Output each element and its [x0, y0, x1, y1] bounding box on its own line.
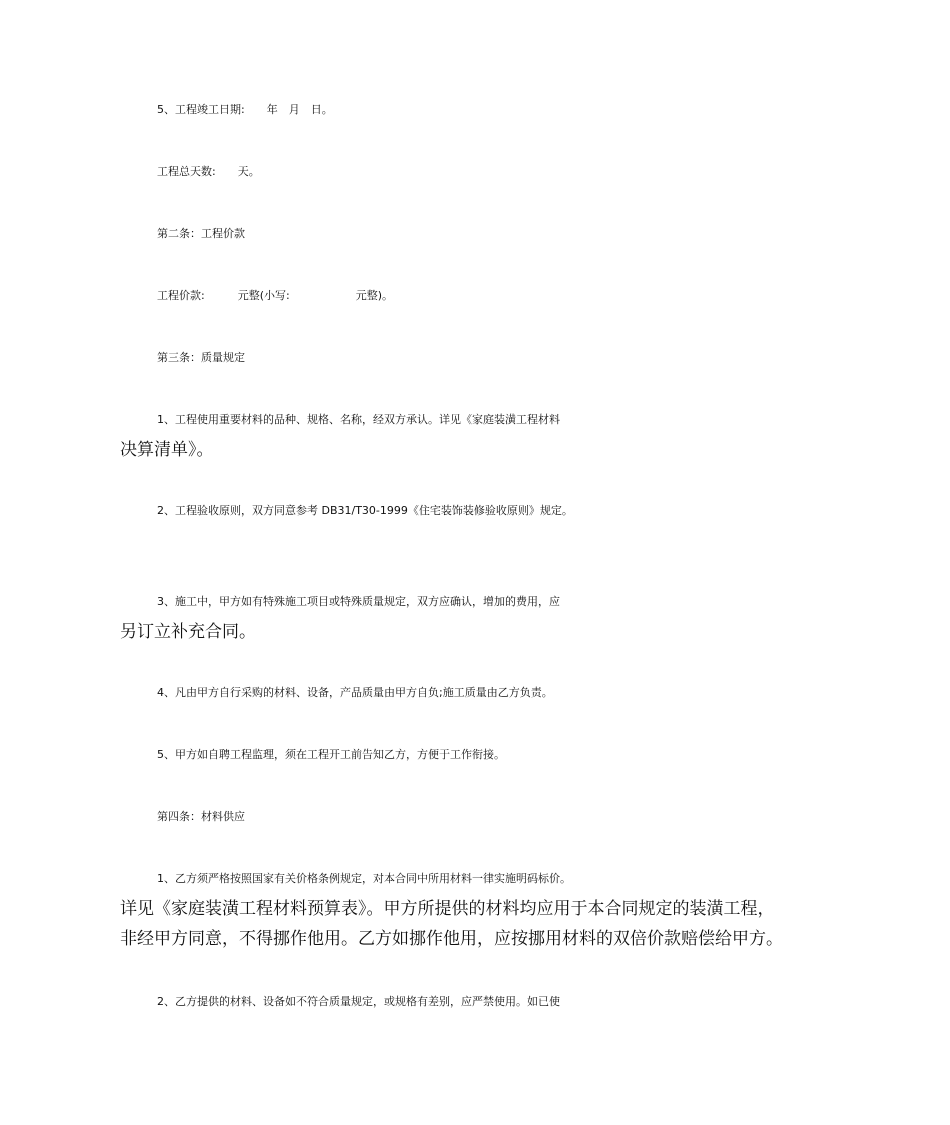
- paragraph-line: 4、凡由甲方自行采购的材料、设备，产品质量由甲方自负;施工质量由乙方负责。: [157, 686, 553, 699]
- paragraph-line: 工程价款: 元整(小写: 元整)。: [157, 289, 393, 302]
- paragraph-line: 3、施工中，甲方如有特殊施工项目或特殊质量规定，双方应确认，增加的费用，应: [157, 595, 560, 608]
- section-heading-text: 第三条：质量规定: [157, 351, 245, 364]
- paragraph-line: 2、乙方提供的材料、设备如不符合质量规定，或规格有差别，应严禁使用。如已使: [157, 995, 560, 1008]
- paragraph-project-price: [120, 281, 840, 311]
- paragraph-line: 1、乙方须严格按照国家有关价格条例规定，对本合同中所用材料一律实施明码标价。: [157, 872, 571, 885]
- paragraph-quality-5: [120, 740, 840, 770]
- paragraph-quality-1: [120, 405, 840, 465]
- paragraph-line: 5、甲方如自聘工程监理，须在工程开工前告知乙方，方便于工作衔接。: [157, 748, 505, 761]
- section-heading-text: 第四条：材料供应: [157, 810, 245, 823]
- paragraph-line: 5、工程竣工日期: 年 月 日。: [157, 103, 333, 116]
- paragraph-line: 2、工程验收原则，双方同意参考 DB31/T30-1999《住宅装饰装修验收原则》规定。: [157, 504, 573, 517]
- paragraph-material-1: [120, 864, 840, 954]
- paragraph-quality-2: [120, 496, 840, 526]
- paragraph-line: 非经甲方同意，不得挪作他用。乙方如挪作他用，应按挪用材料的双倍价款赔偿给甲方。: [120, 929, 783, 949]
- paragraph-quality-3: [120, 587, 840, 647]
- paragraph-line: 1、工程使用重要材料的品种、规格、名称，经双方承认。详见《家庭装潢工程材料: [157, 413, 560, 426]
- section-heading-article-4: [120, 802, 840, 832]
- section-heading-article-3: [120, 343, 840, 373]
- paragraph-material-2: [120, 987, 840, 1017]
- section-heading-article-2: [120, 219, 840, 249]
- paragraph-line: 工程总天数: 天。: [157, 165, 260, 178]
- paragraph-line: 详见《家庭装潢工程材料预算表》。甲方所提供的材料均应用于本合同规定的装潢工程，: [120, 899, 775, 919]
- paragraph-completion-date: [120, 95, 840, 125]
- paragraph-line: 决算清单》。: [120, 440, 214, 460]
- paragraph-quality-4: [120, 678, 840, 708]
- paragraph-total-days: [120, 157, 840, 187]
- paragraph-line: 另订立补充合同。: [120, 622, 256, 642]
- section-heading-text: 第二条：工程价款: [157, 227, 245, 240]
